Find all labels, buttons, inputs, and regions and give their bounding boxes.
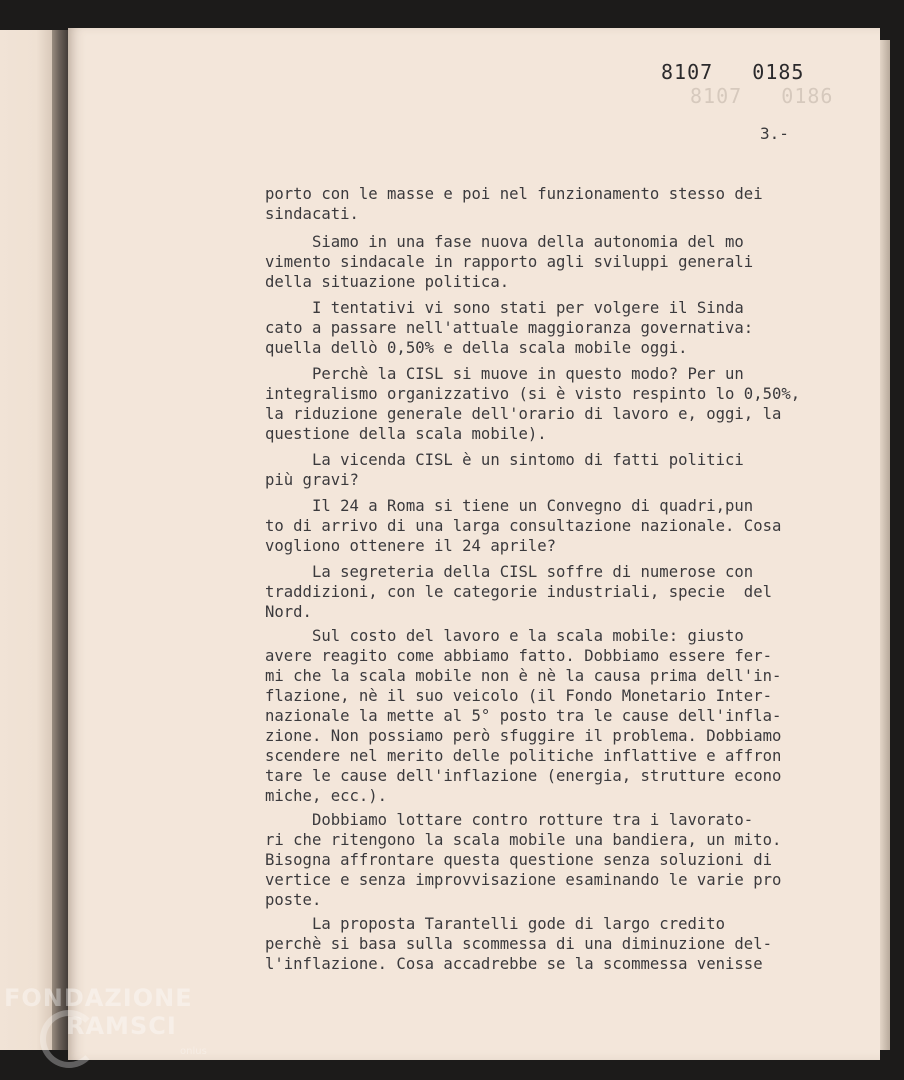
page-number: 3.-: [760, 124, 789, 143]
text-line: Dobbiamo lottare contro rotture tra i lavorato-: [265, 811, 754, 829]
text-line: La vicenda CISL è un sintomo di fatti politici: [265, 451, 744, 469]
text-line: porto con le masse e poi nel funzionamento stesso dei: [265, 185, 763, 203]
text-line: Sul costo del lavoro e la scala mobile: giusto: [265, 627, 744, 645]
text-line: perchè si basa sulla scommessa di una diminuzione del-: [265, 935, 772, 953]
watermark-suffix: onlus: [180, 1046, 207, 1057]
text-line: questione della scala mobile).: [265, 425, 547, 443]
text-line: della situazione politica.: [265, 273, 510, 291]
text-line: La segreteria della CISL soffre di numerose con: [265, 563, 754, 581]
text-line: flazione, nè il suo veicolo (il Fondo Monetario Inter-: [265, 687, 772, 705]
text-line: Nord.: [265, 603, 312, 621]
text-line: vimento sindacale in rapporto agli sviluppi generali: [265, 253, 754, 271]
text-line: Perchè la CISL si muove in questo modo? Per un: [265, 365, 744, 383]
text-line: cato a passare nell'attuale maggioranza governativa:: [265, 319, 754, 337]
text-line: ri che ritengono la scala mobile una bandiera, un mito.: [265, 831, 782, 849]
watermark: [4, 984, 193, 1040]
text-line: scendere nel merito delle politiche inflattive e affron: [265, 747, 782, 765]
text-line: vogliono ottenere il 24 aprile?: [265, 537, 557, 555]
text-line: più gravi?: [265, 471, 359, 489]
text-line: I tentativi vi sono stati per volgere il Sinda: [265, 299, 744, 317]
watermark-line-2: RAMSCI: [66, 1012, 177, 1040]
archive-reference-number: 8107 0185: [661, 60, 805, 84]
text-line: Il 24 a Roma si tiene un Convegno di quadri,pun: [265, 497, 754, 515]
text-line: Bisogna affrontare questa questione senza soluzioni di: [265, 851, 772, 869]
text-line: vertice e senza improvvisazione esaminando le varie pro: [265, 871, 782, 889]
bleed-through-number: 8107 0186: [690, 84, 834, 108]
text-line: avere reagito come abbiamo fatto. Dobbiamo essere fer-: [265, 647, 772, 665]
text-line: to di arrivo di una larga consultazione nazionale. Cosa: [265, 517, 782, 535]
text-line: poste.: [265, 891, 322, 909]
text-line: mi che la scala mobile non è nè la causa prima dell'in-: [265, 667, 782, 685]
text-line: nazionale la mette al 5° posto tra le cause dell'infla-: [265, 707, 782, 725]
text-line: tare le cause dell'inflazione (energia, strutture econo: [265, 767, 782, 785]
text-line: integralismo organizzativo (si è visto respinto lo 0,50%,: [265, 385, 801, 403]
text-line: miche, ecc.).: [265, 787, 388, 805]
text-line: Siamo in una fase nuova della autonomia del mo: [265, 233, 744, 251]
text-line: quella dellò 0,50% e della scala mobile oggi.: [265, 339, 688, 357]
text-line: zione. Non possiamo però sfuggire il problema. Dobbiamo: [265, 727, 782, 745]
text-line: traddizioni, con le categorie industriali, specie del: [265, 583, 772, 601]
watermark-line-1: FONDAZIONE: [4, 984, 193, 1012]
text-line: La proposta Tarantelli gode di largo credito: [265, 915, 726, 933]
text-line: sindacati.: [265, 205, 359, 223]
text-line: la riduzione generale dell'orario di lavoro e, oggi, la: [265, 405, 782, 423]
text-line: l'inflazione. Cosa accadrebbe se la scommessa venisse: [265, 955, 763, 973]
